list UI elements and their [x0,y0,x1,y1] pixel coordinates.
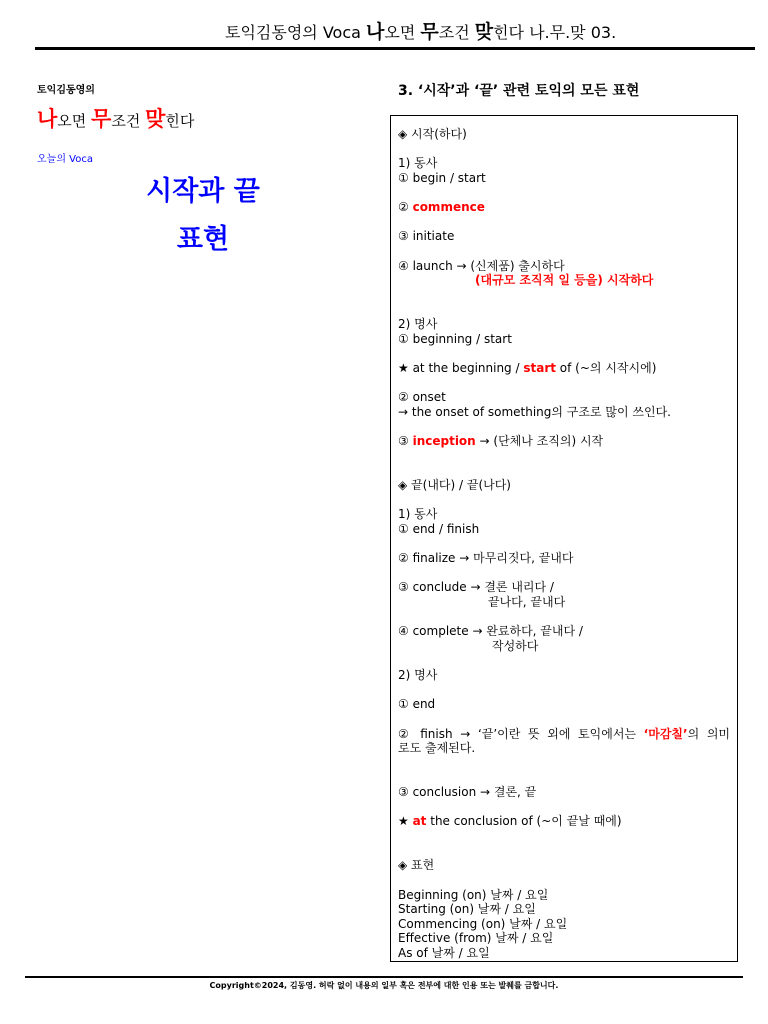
highlight-term: inception [412,434,476,449]
item-text: ② finish → ‘끝’이란 뜻 외에 토익에서는 [398,726,644,741]
highlight-term: ‘마감칠’ [643,726,688,741]
vocab-note-conclude: 끝나다, 끝내다 [488,595,566,609]
highlight-term: start [523,361,556,375]
expression-text: ★ at the beginning / [398,361,524,375]
topic-title-line-2: 표현 [176,224,230,255]
expression-item-conclusion [398,814,730,829]
expression-as-of: As of 날짜 / 요일 [398,946,490,960]
vocab-item-beginning: ① beginning / start [398,331,512,346]
vocab-item-conclude: ③ conclude → 결론 내리다 / [398,580,554,595]
vocab-item-begin: ① begin / start [398,170,486,185]
expression-beginning-on: Beginning (on) 날짜 / 요일 [398,887,549,902]
tagline-em-char: 무 [91,107,112,131]
vocab-item-inception [398,434,730,449]
expression-starting-on: Starting (on) 날짜 / 요일 [398,902,536,917]
noun-label: 2) 명사 [398,317,438,332]
vocab-item-end-finish: ① end / finish [398,521,480,536]
header-text: 조건 [438,23,475,42]
noun-label: 2) 명사 [398,668,438,683]
expression-commencing-on: Commencing (on) 날짜 / 요일 [398,916,568,931]
header-em-char: 나 [366,21,385,43]
item-meaning: → (단체나 조직의) 시작 [475,434,604,449]
footer-rule [25,976,743,978]
item-number: ② [398,200,413,215]
vocab-box [390,115,738,962]
star-mark: ★ [398,814,413,829]
vocab-item-initiate: ③ initiate [398,229,455,244]
vocab-item-finalize: ② finalize → 마무리짓다, 끝내다 [398,551,574,566]
item-number: ③ [398,434,413,449]
expression-text: the conclusion of (~이 끝날 때에) [426,814,622,829]
today-voca-label: 오늘의 Voca [37,154,93,165]
section-heading-expressions: ◈ 표현 [398,858,435,873]
header-rule [35,47,755,50]
tagline-text: 오면 [57,112,92,130]
tagline-text: 힌다 [165,112,195,130]
section-heading-end: ◈ 끝(내다) / 끝(나다) [398,478,511,492]
tagline-em-char: 맞 [145,107,166,131]
expression-effective-from: Effective (from) 날짜 / 요일 [398,931,554,946]
expression-item-beginning [398,361,730,376]
vocab-note-finish: 로도 출제된다. [398,741,476,756]
page-header [225,22,616,43]
header-em-char: 맞 [474,21,494,43]
brand-label: 토익김동영의 [37,85,95,96]
vocab-item-finish [398,727,730,742]
header-text: 오면 [384,23,421,42]
vocab-item-launch: ④ launch → (신제품) 출시하다 [398,258,565,273]
vocab-item-onset: ② onset [398,390,446,405]
header-text: 토익김동영의 Voca [225,23,367,42]
vocab-item-end: ① end [398,697,436,712]
highlight-term: commence [412,200,485,215]
vocab-item-commence [398,200,730,215]
verb-label: 1) 동사 [398,507,438,522]
vocab-note-complete: 작성하다 [492,638,539,653]
item-text: 의 의미 [687,726,731,741]
tagline-text: 조건 [111,112,146,130]
tagline [37,107,194,133]
vocab-item-conclusion: ③ conclusion → 결론, 끝 [398,785,537,800]
tagline-em-char: 나 [37,107,58,131]
header-em-char: 무 [420,21,439,43]
vocab-item-complete: ④ complete → 완료하다, 끝내다 / [398,624,583,639]
expression-text: of (~의 시작시에) [555,361,657,375]
header-text: 힌다 나.무.맞 03. [493,23,617,42]
highlight-term: at [412,814,427,829]
verb-label: 1) 동사 [398,156,438,171]
section-title: 3. ‘시작’과 ‘끝’ 관련 토익의 모든 표현 [398,83,640,99]
vocab-note-onset: → the onset of something의 구조로 많이 쓰인다. [398,404,671,419]
topic-title-line-1: 시작과 끝 [146,176,260,207]
section-heading-start: ◈ 시작(하다) [398,127,467,141]
vocab-note-launch: (대규모 조직적 일 등을) 시작하다 [475,273,654,288]
copyright-notice: Copyright©2024, 김동영. 허락 없이 내용의 일부 혹은 전부에 대한 인용 또는 발췌를 금합니다. [209,981,559,990]
